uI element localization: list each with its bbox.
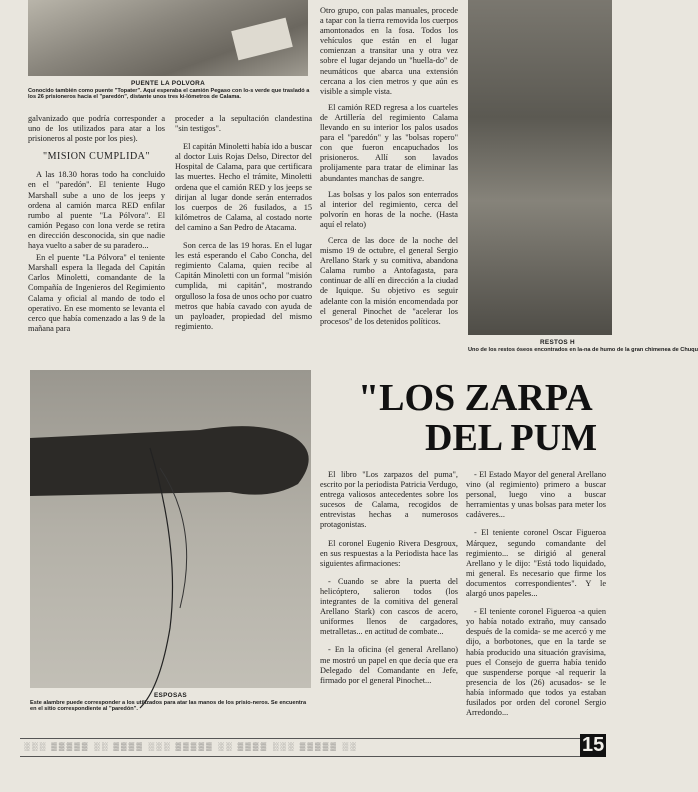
col2-paragraph: proceder a la sepultación clandestina "sin testigos".	[175, 114, 312, 134]
column-5	[466, 470, 606, 720]
col4-paragraph: El libro "Los zarpazos del puma", escrito por la periodista Patricia Verdugo, entrega valiosos antecedentes sobre los sucesos de Calama, recogidos de entrevistas hechas a numerosos protagonistas.	[320, 470, 458, 530]
column-1	[28, 114, 165, 336]
headline-line-1: "LOS ZARPA	[358, 377, 593, 419]
col4-paragraph: - En la oficina (el general Arellano) me mostró un papel en que decía que era Delegado del Comandante en Jefe, firmado por el general Pinochet...	[320, 645, 458, 685]
col5-paragraph: - El Estado Mayor del general Arellano vino (al regimiento) primero a buscar personal, luego vino a buscar herramientas y unas bolsas para meter los cadáveres...	[466, 470, 606, 520]
col2-paragraph: Son cerca de las 19 horas. En el lugar les está esperando el Cabo Concha, del regimiento Calama, quien recibe al Capitán Minoletti con un formal "misión cumplida, mi capitán", mostrando orgulloso la fosa de unos ocho por cuatro metros que había cavado con ayuda de un payloader, propiedad del mismo regimiento.	[175, 241, 312, 331]
photo-esposas	[30, 370, 311, 688]
photo-right-caption: Uno de los restos óseos encontrados en la-na de humo de la gran chimenea de Chuqu	[468, 347, 698, 353]
col1-paragraph: En el puente "La Pólvora" el teniente Marshall espera la llegada del Capitán Carlos Minoletti, comandante de la Compañía de Ingenieros del Regimiento Calama y oficial al mando de todo el operativo. En ese momento se levanta el cerco que había comenzado a las 9 de la mañana para	[28, 253, 165, 333]
section-heading-mision-cumplida: "MISION CUMPLIDA"	[43, 151, 150, 163]
column-2	[175, 114, 312, 334]
photo-top-caption: Conocido también como puente "Topater". Aquí esperaba el camión Pegaso con lo-s verde que trasladó a los 26 prisioneros hacia el "paredón", distante unos tres ki-lómetros de Calama.	[28, 88, 310, 101]
column-4	[320, 470, 458, 688]
photo-hand-caption: Este alambre puede corresponder a los utilizados para atar las manos de los prisio-neros. Se encuentra en el sitio correspondiente al "paredón".	[30, 700, 307, 713]
col5-paragraph: - El teniente coronel Oscar Figueroa Márquez, segundo comandante del regimiento... se dirigió al general Arellano y le dijo: "Está todo liquidado, mi general. Es necesario que firme los documentos correspondientes". Y le alargó unos papeles...	[466, 528, 606, 599]
col1-paragraph: A las 18.30 horas todo ha concluido en el "paredón". El teniente Hugo Marshall sube a uno de los jeeps y ordena al camión marca RED enfilar rumbo al puente "La Pólvora". El camión Pegaso con lona verde se retira en dirección desconocida, sin que nadie haya vuelto a saber de su paradero...	[28, 170, 165, 251]
col3-paragraph: Las bolsas y los palos son enterrados al interior del regimiento, cerca del polvorín en horas de la noche. (Hasta aquí el relato)	[320, 189, 458, 229]
col3-paragraph: El camión RED regresa a los cuarteles de Artillería del regimiento Calama llevando en su interior los palos usados para el "paredón" y las "bolsas ropero" con que fueron encapuchados los prisioneros. Allí son lavados prolijamente para tratar de eliminar las abundantes manchas de sangre.	[320, 102, 458, 183]
col5-paragraph: - El teniente coronel Figueroa -a quien yo había notado extraño, muy cansado después de la comida- se me acercó y me dijo, a borbotones, que en la tarde se había producido una situación gravísima, pues el Consejo de guerra había tenido que suspenderse porque -al requerir la presencia de los (26) acusados- se le había informado que todos ya estaban fusilados por orden del coronel Sergio Arredondo...	[466, 607, 606, 718]
col3-paragraph: Otro grupo, con palas manuales, procede a tapar con la tierra removida los cuerpos amontonados en la fosa. Todos los vehículos que están en el lugar comienzan a transitar una y otra vez sobre el lugar dejando un "huella-do" de neumáticos que abarca una extensión cercana a los cien metros y que aún es visible a simple vista.	[320, 6, 458, 96]
col2-paragraph: El capitán Minoletti había ido a buscar al doctor Luis Rojas Delso, Director del Hospital de Calama, para que certificara las muertes. Hecho el trámite, Minoletti ordena que el camión RED y los jeeps se dirijan al lugar donde serán enterrados los cuerpos de 26 fusilados, a 15 kilómetros de Calama, al costado norte del camino a San Pedro de Atacama.	[175, 142, 312, 232]
col3-paragraph: Cerca de las doce de la noche del mismo 19 de octubre, el general Sergio Arellano Stark y su comitiva, abandona Calama rumbo a Antofagasta, para continuar de allí en dirección a la ciudad de Iquique. Su objetivo es seguir adelante con la misión encomendada por el general Pinochet de "acelerar los procesos" de los detenidos políticos.	[320, 235, 458, 326]
photo-sign-shape	[231, 18, 293, 61]
photo-puente-la-polvora	[28, 0, 308, 76]
photo-top-title: PUENTE LA POLVORA	[131, 80, 205, 87]
page-number: 15	[582, 734, 605, 756]
footer-rule	[20, 756, 580, 757]
hand-wire-illustration	[30, 408, 311, 518]
footer-rule	[20, 738, 580, 739]
photo-restos	[468, 0, 612, 335]
headline-line-2: DEL PUM	[425, 417, 598, 459]
col4-paragraph: - Cuando se abre la puerta del helicóptero, salieron todos (los integrantes de la comitiva del general Arellano Stark) con cascos de acero, uniformes llenos de cargadores, metralletas... en actitud de combate...	[320, 576, 458, 637]
photo-hand-title: ESPOSAS	[154, 692, 187, 699]
photo-right-title: RESTOS H	[540, 339, 575, 346]
footer-ornament: ░░░ ▒▒▒▒▒ ░░ ▒▒▒▒ ░░░ ▒▒▒▒▒ ░░ ▒▒▒▒ ░░░ ▒▒▒▒▒ ░░	[24, 742, 358, 751]
col1-intro: galvanizado que podría corresponder a uno de los utilizados para atar a los prisioneros al poste por los pies).	[28, 114, 165, 144]
column-3	[320, 6, 458, 329]
col4-paragraph: El coronel Eugenio Rivera Desgroux, en sus respuestas a la Periodista hace las siguientes afirmaciones:	[320, 538, 458, 568]
